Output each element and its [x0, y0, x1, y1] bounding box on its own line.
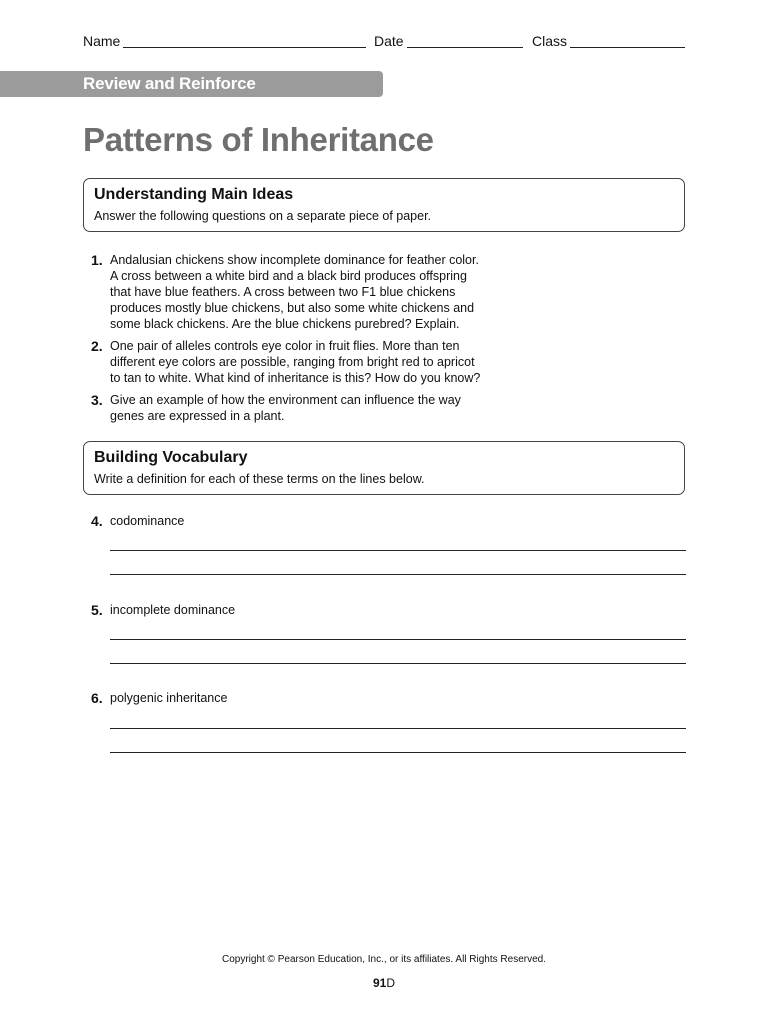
- class-label: Class: [532, 33, 568, 49]
- section-vocabulary-instruction: Write a definition for each of these terms on the lines below.: [94, 472, 425, 486]
- vocab-4-term: codominance: [110, 514, 185, 528]
- vocab-5-answer-line[interactable]: [110, 663, 686, 664]
- vocab-4-answer-line[interactable]: [110, 550, 686, 551]
- question-1-number: 1.: [91, 252, 103, 268]
- question-2-text: [110, 338, 510, 386]
- question-2-line: One pair of alleles controls eye color in fruit flies. More than ten: [110, 339, 460, 353]
- question-1-line: produces mostly blue chickens, but also some white chickens and: [110, 301, 475, 315]
- name-label: Name: [83, 33, 121, 49]
- section-main-ideas-heading: Understanding Main Ideas: [94, 186, 294, 203]
- copyright-notice: Copyright © Pearson Education, Inc., or its affiliates. All Rights Reserved.: [221, 954, 546, 965]
- vocab-6-term: polygenic inheritance: [110, 691, 228, 705]
- question-1-line: Andalusian chickens show incomplete dominance for feather color.: [110, 253, 479, 267]
- section-vocabulary-heading: Building Vocabulary: [94, 449, 248, 466]
- page-title: Patterns of Inheritance: [83, 121, 434, 158]
- vocab-6-number: 6.: [91, 690, 103, 706]
- vocab-4-number: 4.: [91, 513, 103, 529]
- question-3-line: genes are expressed in a plant.: [110, 409, 285, 423]
- question-3-number: 3.: [91, 392, 103, 408]
- name-field-line[interactable]: [123, 47, 366, 48]
- banner-text: Review and Reinforce: [83, 74, 256, 93]
- class-field-line[interactable]: [570, 47, 685, 48]
- section-main-ideas-instruction: Answer the following questions on a separate piece of paper.: [94, 209, 432, 223]
- vocab-5-term: incomplete dominance: [110, 603, 236, 617]
- question-1-line: A cross between a white bird and a black bird produces offspring: [110, 269, 467, 283]
- vocab-6-answer-line[interactable]: [110, 728, 686, 729]
- review-banner: [0, 71, 383, 97]
- question-1-text: [110, 252, 510, 332]
- vocab-6-answer-line[interactable]: [110, 752, 686, 753]
- question-3-text: [110, 392, 510, 424]
- vocab-5-answer-line[interactable]: [110, 639, 686, 640]
- question-3-line: Give an example of how the environment can influence the way: [110, 393, 461, 407]
- page-number-value: 91: [372, 976, 387, 990]
- question-2-number: 2.: [91, 338, 103, 354]
- question-1-line: some black chickens. Are the blue chickens purebred? Explain.: [110, 317, 460, 331]
- question-2-line: to tan to white. What kind of inheritance is this? How do you know?: [110, 371, 481, 385]
- vocab-5-number: 5.: [91, 602, 103, 618]
- date-label: Date: [374, 33, 404, 49]
- page-number: [0, 976, 768, 990]
- page-number-suffix: D: [386, 976, 396, 990]
- section-vocabulary: [83, 441, 685, 495]
- question-1-line: that have blue feathers. A cross between two F1 blue chickens: [110, 285, 456, 299]
- question-2-line: different eye colors are possible, ranging from bright red to apricot: [110, 355, 475, 369]
- section-main-ideas: [83, 178, 685, 232]
- date-field-line[interactable]: [407, 47, 523, 48]
- vocab-4-answer-line[interactable]: [110, 574, 686, 575]
